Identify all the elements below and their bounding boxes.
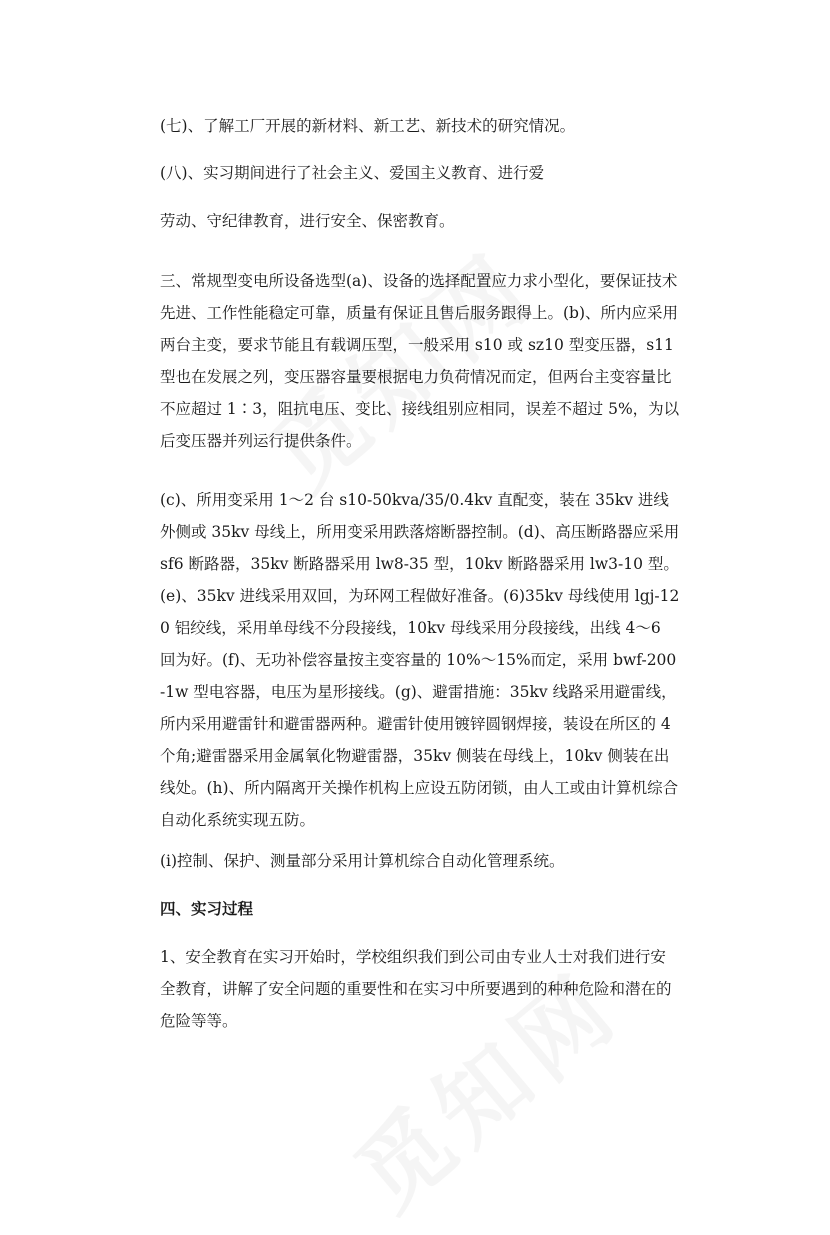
paragraph-section3-c: (c)、所用变采用 1～2 台 s10-50kva/35/0.4kv 直配变，装在 35kv 进线外侧或 35kv 母线上，所用变采用跌落熔断器控制。(d)、高压断路器应采用 sf6 断路器，35kv 断路器采用 lw8-35 型，10kv 断路器采用 lw3-10 型。(e)、35kv 进线采用双回，为环网工程做好准备。(6)35kv 母线使用 lgj-120 铝绞线，采用单母线不分段接线，10kv 母线采用分段接线，出线 4～6 回为好。(f)、无功补偿容量按主变容量的 10%～15%而定，采用 bwf-200-1w 型电容器，电压为星形接线。(g)、避雷措施：35kv 线路采用避雷线，所内采用避雷针和避雷器两种。避雷针使用镀锌圆钢焊接，装设在所区的 4 个角;避雷器采用金属氧化物避雷器，35kv 侧装在母线上，10kv 侧装在出线处。(h)、所内隔离开关操作机构上应设五防闭锁，由人工或由计算机综合自动化系统实现五防。 bbox=[160, 491, 680, 829]
paragraph-item8-line2: 劳动、守纪律教育，进行安全、保密教育。 bbox=[160, 212, 455, 230]
section4-heading: 四、实习过程 bbox=[160, 900, 254, 918]
paragraph-item8-line1: (八)、实习期间进行了社会主义、爱国主义教育、进行爱 bbox=[160, 164, 545, 182]
paragraph-section3: 三、常规型变电所设备选型(a)、设备的选择配置应力求小型化，要保证技术先进、工作性能稳定可靠，质量有保证且售后服务跟得上。(b)、所内应采用两台主变，要求节能且有载调压型，一般采用 s10 或 sz10 型变压器，s11 型也在发展之列，变压器容量要根据电力负荷情况而定，但两台主变容量比不应超过 1∶3，阻抗电压、变比、接线组别应相同，误差不超过 5%，为以后变压器并列运行提供条件。 bbox=[160, 272, 680, 450]
paragraph-section4-item1: 1、安全教育在实习开始时，学校组织我们到公司由专业人士对我们进行安全教育，讲解了安全问题的重要性和在实习中所要遇到的种种危险和潜在的危险等等。 bbox=[160, 948, 672, 1030]
paragraph-item7: (七)、了解工厂开展的新材料、新工艺、新技术的研究情况。 bbox=[160, 117, 576, 135]
paragraph-section3-i: (i)控制、保护、测量部分采用计算机综合自动化管理系统。 bbox=[160, 852, 565, 870]
